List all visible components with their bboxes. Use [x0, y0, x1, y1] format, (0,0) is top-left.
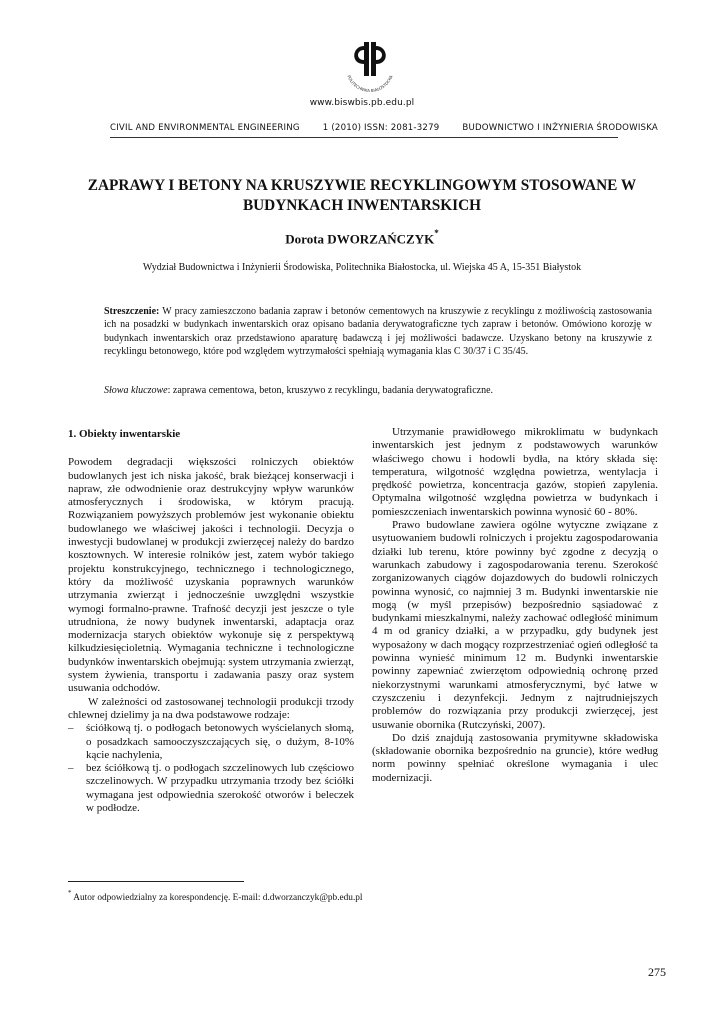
logo-text: POLITECHNIKA BIAŁOSTOCKA: [346, 74, 394, 94]
footnote-mark: *: [68, 889, 72, 897]
keywords-text: : zaprawa cementowa, beton, kruszywo z recyklingu, badania derywatograficzne.: [167, 385, 494, 396]
author-name: Dorota DWORZAŃCZYK: [285, 231, 435, 247]
university-logo: [338, 38, 402, 94]
section-heading: 1. Obiekty inwentarskie: [68, 428, 181, 440]
list-marker: –: [68, 762, 74, 775]
paragraph: W zależności od zastosowanej technologii produkcji trzody chlewnej dzielimy ja na dwa podstawowe rodzaje:: [68, 695, 354, 721]
paragraph: Utrzymanie prawidłowego mikroklimatu w budynkach inwentarskich jest jednym z podstawowych warunków właściwego chowu i hodowli bydła, na który składa się: temperatura, wilgotność względna powietrza, wentylacja i prędkość powietrza, koncentracja gazów, stopień zapylenia. Optymalna wilgotność względna powietrza w budynkach i pomieszczeniach inwentarskich powinna wynosić 60 - 80%.: [372, 426, 658, 518]
footnote-text: Autor odpowiedzialny za korespondencję. E-mail: d.dworzanczyk@pb.edu.pl: [71, 893, 363, 904]
left-column: [68, 428, 354, 815]
keywords-label: Słowa kluczowe: [104, 385, 168, 396]
article-title: ZAPRAWY I BETONY NA KRUSZYWIE RECYKLINGOWYM STOSOWANE W BUDYNKACH INWENTARSKICH: [87, 177, 637, 214]
keywords: [104, 384, 652, 397]
list-item: [68, 762, 354, 815]
paragraph: Prawo budowlane zawiera ogólne wytyczne związane z usytuowaniem budowli rolniczych i projektu zagospodarowania działki lub terenu, które powinny być zgodne z decyzją o warunkach zabudowy i zagospodarowania terenu. Szerokość zorganizowanych ciągów dojazdowych do budowli rolniczych powinna wynosić, co najmniej 3 m. Budynki inwentarskie nie mogą (w myśl przepisów) bezpośrednio sąsiadować z budynkami mieszkalnymi, należy zachować odległość minimum 4 m od granicy działki, a w przypadku, gdy budynek jest wyposażony w dach mogący rozprzestrzeniać ogień odległość ta powinna wynieść minimum 12 m. Budynki inwentarskie powinny zapewniać zwierzętom odpowiednią ochronę przed niekorzystnymi warunkami atmosferycznymi, być łatwe w czyszczeniu i dezynfekcji. Jednym z najtrudniejszych problemów do rozwiązania przy produkcji zwierzęcej, jest usuwanie obornika (Rutczyński, 2007).: [372, 519, 658, 731]
footnote: [68, 890, 363, 903]
journal-name-en: CIVIL AND ENVIRONMENTAL ENGINEERING: [110, 123, 300, 133]
list-item: [68, 722, 354, 762]
author-footnote-mark: *: [434, 228, 439, 238]
abstract: [104, 305, 652, 359]
journal-url[interactable]: www.biswbis.pb.edu.pl: [309, 98, 415, 108]
journal-name-pl: BUDOWNICTWO I INŻYNIERIA ŚRODOWISKA: [462, 123, 658, 133]
list-item-text: bez ściółkową tj. o podłogach szczelinowych lub częściowo szczelinowych. W przypadku utrzymania trzody bez ściółki wymagana jest odpowiednia szerokość otworów i beleczek w podłodze.: [86, 762, 354, 815]
abstract-label: Streszczenie:: [104, 306, 160, 317]
abstract-text: W pracy zamieszczono badania zapraw i betonów cementowych na kruszywie z recyklingu z możliwością zastosowania ich na posadzki w budynkach inwentarskich oraz opisano badania derywatograficzne tych zapraw i betonów. Omówiono korozję w budynkach inwentarskich oraz przedstawiono aparaturę badawczą i jej możliwości badawcze. Uzyskano betony na kruszywie z recyklingu betonowego, które pod względem wytrzymałości spełniają wymagania klas C 30/37 i C 35/45.: [104, 306, 652, 358]
header-divider: [110, 137, 618, 138]
author-line: [0, 230, 724, 247]
list-marker: –: [68, 722, 74, 735]
footnote-divider: [68, 881, 244, 882]
journal-header: [110, 123, 658, 133]
affiliation: Wydział Budownictwa i Inżynierii Środowiska, Politechnika Białostocka, ul. Wiejska 45 A, 15-351 Białystok: [142, 262, 582, 273]
list-item-text: ściółkową tj. o podłogach betonowych wyścielanych słomą, o posadzkach samooczyszczających się, o dużym, 8-10% kącie nachylenia,: [86, 722, 354, 761]
right-column: [372, 426, 658, 785]
paragraph: Do dziś znajdują zastosowania prymitywne składowiska (składowanie obornika bezpośrednio na gruncie), które według norm powinny spełniać określone wymagania i ulec modernizacji.: [372, 731, 658, 784]
svg-text:POLITECHNIKA BIAŁOSTOCKA: [346, 74, 393, 93]
paragraph: Powodem degradacji większości rolniczych obiektów budowlanych jest ich niska jakość, brak bieżącej konserwacji i napraw, złe odwodnienie oraz destrukcyjny wpływ warunków atmosferycznych i środowiska, w którym pracują. Rozwiązaniem powyższych problemów jest wykonanie obiektu budowlanego we właściwej jakości i technologii. Decyzja o inwestycji budowlanej w produkcji zwierzęcej należy do bardzo kosztownych. W interesie rolników jest, zatem wybór takiego projektu konstrukcyjnego, technicznego i technologicznego, który da możliwość uzyskania poprawnych warunków utrzymania zwierząt i jednocześnie uwzględni wszystkie wymogi formalno-prawne. Trafność decyzji jest jeszcze o tyle utrudniona, że nowy budynek inwentarski, adaptacja oraz modernizacja starych obiektów wykonuje się z perspektywą kilkudziesięcioletnią. Wymagania techniczne i technologiczne budynków inwentarskich obejmują: system utrzymania zwierząt, system żywienia, transportu i zadawania paszy oraz system usuwania odchodów.: [68, 456, 354, 695]
journal-issue: 1 (2010) ISSN: 2081-3279: [322, 123, 440, 133]
page-number: 275: [648, 965, 666, 979]
